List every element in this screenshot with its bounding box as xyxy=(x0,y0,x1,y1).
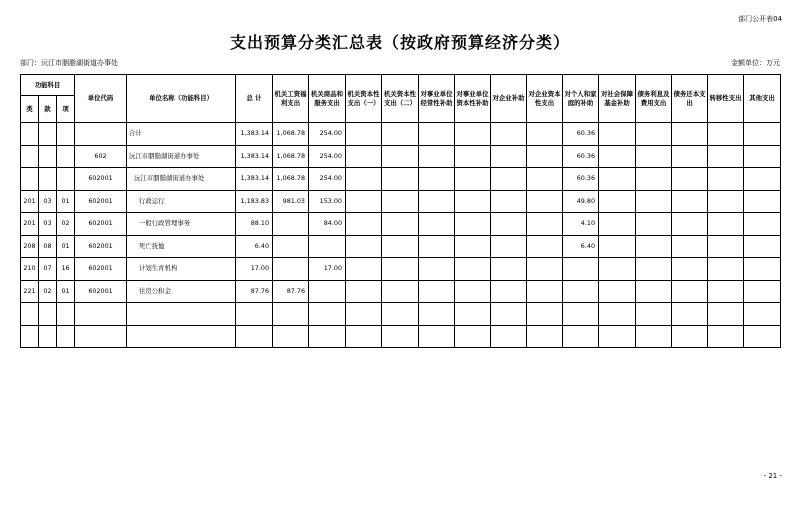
enterprise-capital-cell xyxy=(527,168,563,191)
transfer-cell xyxy=(708,280,744,303)
kuan-header: 款 xyxy=(39,96,57,123)
total-cell xyxy=(236,303,273,326)
institution-capital-cell xyxy=(455,303,491,326)
institution-capital-cell xyxy=(455,258,491,281)
institution-regular-cell xyxy=(419,168,455,191)
unit-code-cell xyxy=(75,123,127,146)
enterprise-capital-cell xyxy=(527,325,563,348)
other-cell xyxy=(744,168,781,191)
kuan-cell: 08 xyxy=(39,235,57,258)
individual-household-cell: 4.10 xyxy=(563,213,599,236)
goods-services-cell: 153.00 xyxy=(309,190,346,213)
unit-name-cell: 合计 xyxy=(127,123,236,146)
debt-interest-cell xyxy=(636,168,672,191)
col-header: 对企业资本性支出 xyxy=(527,75,563,123)
enterprise-capital-cell xyxy=(527,280,563,303)
unit-code-cell xyxy=(75,325,127,348)
total-header: 总 计 xyxy=(236,75,273,123)
unit-code-header: 单位代码 xyxy=(75,75,127,123)
lei-cell: 210 xyxy=(21,258,39,281)
enterprise-subsidy-cell xyxy=(491,190,527,213)
enterprise-subsidy-cell xyxy=(491,145,527,168)
goods-services-cell: 254.00 xyxy=(309,145,346,168)
capital-1-cell xyxy=(346,145,382,168)
debt-principal-cell xyxy=(672,168,708,191)
individual-household-cell xyxy=(563,258,599,281)
capital-2-cell xyxy=(382,145,419,168)
unit-name-cell: 行政运行 xyxy=(127,190,236,213)
xiang-cell xyxy=(57,123,75,146)
enterprise-subsidy-cell xyxy=(491,123,527,146)
col-header: 转移性支出 xyxy=(708,75,744,123)
col-header: 机关资本性支出（二） xyxy=(382,75,419,123)
unit-code-cell: 602001 xyxy=(75,235,127,258)
institution-regular-cell xyxy=(419,235,455,258)
xiang-cell xyxy=(57,145,75,168)
func-subject-header: 功能科目 xyxy=(21,75,75,96)
unit-name-header: 单位名称（功能科目） xyxy=(127,75,236,123)
unit-name-cell: 一般行政管理事务 xyxy=(127,213,236,236)
other-cell xyxy=(744,280,781,303)
social-security-cell xyxy=(599,213,636,236)
unit-code-cell: 602 xyxy=(75,145,127,168)
kuan-cell: 02 xyxy=(39,280,57,303)
unit-name-cell: 沅江市胭脂湖街道办事处 xyxy=(127,145,236,168)
social-security-cell xyxy=(599,303,636,326)
wage-welfare-cell xyxy=(273,213,309,236)
institution-regular-cell xyxy=(419,145,455,168)
wage-welfare-cell: 981.03 xyxy=(273,190,309,213)
capital-1-cell xyxy=(346,235,382,258)
page-title: 支出预算分类汇总表（按政府预算经济分类） xyxy=(229,33,570,52)
transfer-cell xyxy=(708,325,744,348)
total-cell: 1,383.14 xyxy=(236,145,273,168)
col-header: 机关商品和服务支出 xyxy=(309,75,346,123)
transfer-cell xyxy=(708,235,744,258)
institution-regular-cell xyxy=(419,325,455,348)
col-header: 对个人和家庭的补助 xyxy=(563,75,599,123)
other-cell xyxy=(744,258,781,281)
unit-code-cell xyxy=(75,303,127,326)
other-cell xyxy=(744,303,781,326)
xiang-cell xyxy=(57,168,75,191)
col-header: 其他支出 xyxy=(744,75,781,123)
capital-1-cell xyxy=(346,123,382,146)
col-header: 债务还本支出 xyxy=(672,75,708,123)
department-label: 部门：沅江市胭脂湖街道办事处 xyxy=(20,59,118,67)
table-row xyxy=(21,280,781,303)
xiang-cell: 16 xyxy=(57,258,75,281)
col-header: 对事业单位经常性补助 xyxy=(419,75,455,123)
lei-cell: 201 xyxy=(21,213,39,236)
enterprise-subsidy-cell xyxy=(491,325,527,348)
table-row xyxy=(21,190,781,213)
social-security-cell xyxy=(599,168,636,191)
lei-cell xyxy=(21,123,39,146)
unit-name-cell xyxy=(127,325,236,348)
xiang-header: 项 xyxy=(57,96,75,123)
institution-capital-cell xyxy=(455,123,491,146)
col-header: 机关工资福利支出 xyxy=(273,75,309,123)
enterprise-capital-cell xyxy=(527,145,563,168)
kuan-cell: 07 xyxy=(39,258,57,281)
institution-capital-cell xyxy=(455,280,491,303)
total-cell: 88.10 xyxy=(236,213,273,236)
col-header: 机关资本性支出（一） xyxy=(346,75,382,123)
goods-services-cell: 254.00 xyxy=(309,123,346,146)
col-header: 对企业补助 xyxy=(491,75,527,123)
unit-code-cell: 602001 xyxy=(75,190,127,213)
capital-1-cell xyxy=(346,168,382,191)
debt-interest-cell xyxy=(636,145,672,168)
goods-services-cell: 254.00 xyxy=(309,168,346,191)
capital-2-cell xyxy=(382,325,419,348)
debt-interest-cell xyxy=(636,235,672,258)
table-row xyxy=(21,145,781,168)
kuan-cell xyxy=(39,168,57,191)
unit-code-cell: 602001 xyxy=(75,280,127,303)
unit-name-cell: 死亡抚恤 xyxy=(127,235,236,258)
social-security-cell xyxy=(599,235,636,258)
institution-capital-cell xyxy=(455,235,491,258)
individual-household-cell xyxy=(563,325,599,348)
transfer-cell xyxy=(708,258,744,281)
col-header: 对事业单位资本性补助 xyxy=(455,75,491,123)
unit-code-cell: 602001 xyxy=(75,168,127,191)
other-cell xyxy=(744,235,781,258)
col-header: 对社会保障基金补助 xyxy=(599,75,636,123)
debt-interest-cell xyxy=(636,303,672,326)
capital-1-cell xyxy=(346,258,382,281)
other-cell xyxy=(744,213,781,236)
social-security-cell xyxy=(599,280,636,303)
debt-interest-cell xyxy=(636,123,672,146)
unit-code-cell: 602001 xyxy=(75,213,127,236)
debt-principal-cell xyxy=(672,235,708,258)
capital-1-cell xyxy=(346,213,382,236)
institution-capital-cell xyxy=(455,190,491,213)
institution-capital-cell xyxy=(455,213,491,236)
capital-1-cell xyxy=(346,325,382,348)
institution-regular-cell xyxy=(419,280,455,303)
capital-2-cell xyxy=(382,258,419,281)
transfer-cell xyxy=(708,213,744,236)
capital-1-cell xyxy=(346,303,382,326)
debt-interest-cell xyxy=(636,280,672,303)
table-row xyxy=(21,325,781,348)
debt-principal-cell xyxy=(672,145,708,168)
debt-interest-cell xyxy=(636,258,672,281)
enterprise-capital-cell xyxy=(527,213,563,236)
institution-regular-cell xyxy=(419,303,455,326)
institution-regular-cell xyxy=(419,123,455,146)
lei-cell xyxy=(21,168,39,191)
other-cell xyxy=(744,123,781,146)
capital-2-cell xyxy=(382,190,419,213)
social-security-cell xyxy=(599,325,636,348)
individual-household-cell: 60.36 xyxy=(563,123,599,146)
wage-welfare-cell: 1,068.78 xyxy=(273,145,309,168)
enterprise-capital-cell xyxy=(527,190,563,213)
unit-name-cell xyxy=(127,303,236,326)
enterprise-subsidy-cell xyxy=(491,258,527,281)
col-header: 债务利息及费用支出 xyxy=(636,75,672,123)
capital-1-cell xyxy=(346,280,382,303)
lei-cell: 221 xyxy=(21,280,39,303)
xiang-cell xyxy=(57,325,75,348)
unit-name-cell: 计划生育机构 xyxy=(127,258,236,281)
goods-services-cell xyxy=(309,303,346,326)
capital-2-cell xyxy=(382,123,419,146)
table-row xyxy=(21,303,781,326)
xiang-cell: 01 xyxy=(57,235,75,258)
table-row xyxy=(21,213,781,236)
enterprise-subsidy-cell xyxy=(491,168,527,191)
total-cell: 6.40 xyxy=(236,235,273,258)
enterprise-capital-cell xyxy=(527,123,563,146)
individual-household-cell xyxy=(563,303,599,326)
kuan-cell: 03 xyxy=(39,190,57,213)
institution-capital-cell xyxy=(455,145,491,168)
individual-household-cell: 6.40 xyxy=(563,235,599,258)
enterprise-capital-cell xyxy=(527,235,563,258)
debt-principal-cell xyxy=(672,280,708,303)
wage-welfare-cell xyxy=(273,325,309,348)
transfer-cell xyxy=(708,145,744,168)
goods-services-cell: 17.00 xyxy=(309,258,346,281)
transfer-cell xyxy=(708,123,744,146)
individual-household-cell: 49.80 xyxy=(563,190,599,213)
individual-household-cell: 60.36 xyxy=(563,168,599,191)
wage-welfare-cell xyxy=(273,235,309,258)
page-code: 部门公开表04 xyxy=(738,15,782,23)
capital-1-cell xyxy=(346,190,382,213)
individual-household-cell xyxy=(563,280,599,303)
unit-code-cell: 602001 xyxy=(75,258,127,281)
enterprise-subsidy-cell xyxy=(491,280,527,303)
wage-welfare-cell xyxy=(273,303,309,326)
xiang-cell xyxy=(57,303,75,326)
capital-2-cell xyxy=(382,235,419,258)
unit-name-cell: 沅江市胭脂湖街道办事处 xyxy=(127,168,236,191)
table-row xyxy=(21,168,781,191)
goods-services-cell xyxy=(309,280,346,303)
capital-2-cell xyxy=(382,213,419,236)
lei-cell: 208 xyxy=(21,235,39,258)
capital-2-cell xyxy=(382,303,419,326)
lei-cell xyxy=(21,145,39,168)
debt-principal-cell xyxy=(672,325,708,348)
institution-regular-cell xyxy=(419,190,455,213)
enterprise-capital-cell xyxy=(527,258,563,281)
amount-unit-label: 金额单位：万元 xyxy=(731,59,780,67)
lei-cell xyxy=(21,325,39,348)
unit-name-cell: 住房公积金 xyxy=(127,280,236,303)
goods-services-cell xyxy=(309,325,346,348)
debt-interest-cell xyxy=(636,325,672,348)
debt-interest-cell xyxy=(636,190,672,213)
enterprise-subsidy-cell xyxy=(491,213,527,236)
social-security-cell xyxy=(599,145,636,168)
debt-principal-cell xyxy=(672,258,708,281)
xiang-cell: 01 xyxy=(57,280,75,303)
capital-2-cell xyxy=(382,168,419,191)
table-row xyxy=(21,235,781,258)
total-cell: 1,383.14 xyxy=(236,168,273,191)
kuan-cell xyxy=(39,123,57,146)
social-security-cell xyxy=(599,190,636,213)
enterprise-capital-cell xyxy=(527,303,563,326)
lei-cell: 201 xyxy=(21,190,39,213)
xiang-cell: 01 xyxy=(57,190,75,213)
total-cell: 1,383.14 xyxy=(236,123,273,146)
total-cell xyxy=(236,325,273,348)
other-cell xyxy=(744,145,781,168)
other-cell xyxy=(744,190,781,213)
debt-principal-cell xyxy=(672,123,708,146)
goods-services-cell: 84.00 xyxy=(309,213,346,236)
debt-interest-cell xyxy=(636,213,672,236)
wage-welfare-cell: 1,068.78 xyxy=(273,168,309,191)
table-row xyxy=(21,123,781,146)
wage-welfare-cell xyxy=(273,258,309,281)
social-security-cell xyxy=(599,258,636,281)
institution-capital-cell xyxy=(455,325,491,348)
enterprise-subsidy-cell xyxy=(491,235,527,258)
kuan-cell xyxy=(39,303,57,326)
expenditure-summary-table xyxy=(20,74,781,348)
lei-cell xyxy=(21,303,39,326)
other-cell xyxy=(744,325,781,348)
debt-principal-cell xyxy=(672,303,708,326)
kuan-cell xyxy=(39,325,57,348)
total-cell: 1,183.83 xyxy=(236,190,273,213)
kuan-cell xyxy=(39,145,57,168)
transfer-cell xyxy=(708,190,744,213)
debt-principal-cell xyxy=(672,213,708,236)
institution-regular-cell xyxy=(419,258,455,281)
page-number: - 21 - xyxy=(763,472,782,480)
individual-household-cell: 60.36 xyxy=(563,145,599,168)
capital-2-cell xyxy=(382,280,419,303)
total-cell: 17.00 xyxy=(236,258,273,281)
table-row xyxy=(21,258,781,281)
goods-services-cell xyxy=(309,235,346,258)
xiang-cell: 02 xyxy=(57,213,75,236)
transfer-cell xyxy=(708,168,744,191)
wage-welfare-cell: 1,068.78 xyxy=(273,123,309,146)
total-cell: 87.76 xyxy=(236,280,273,303)
social-security-cell xyxy=(599,123,636,146)
kuan-cell: 03 xyxy=(39,213,57,236)
wage-welfare-cell: 87.76 xyxy=(273,280,309,303)
transfer-cell xyxy=(708,303,744,326)
institution-capital-cell xyxy=(455,168,491,191)
debt-principal-cell xyxy=(672,190,708,213)
lei-header: 类 xyxy=(21,96,39,123)
institution-regular-cell xyxy=(419,213,455,236)
enterprise-subsidy-cell xyxy=(491,303,527,326)
